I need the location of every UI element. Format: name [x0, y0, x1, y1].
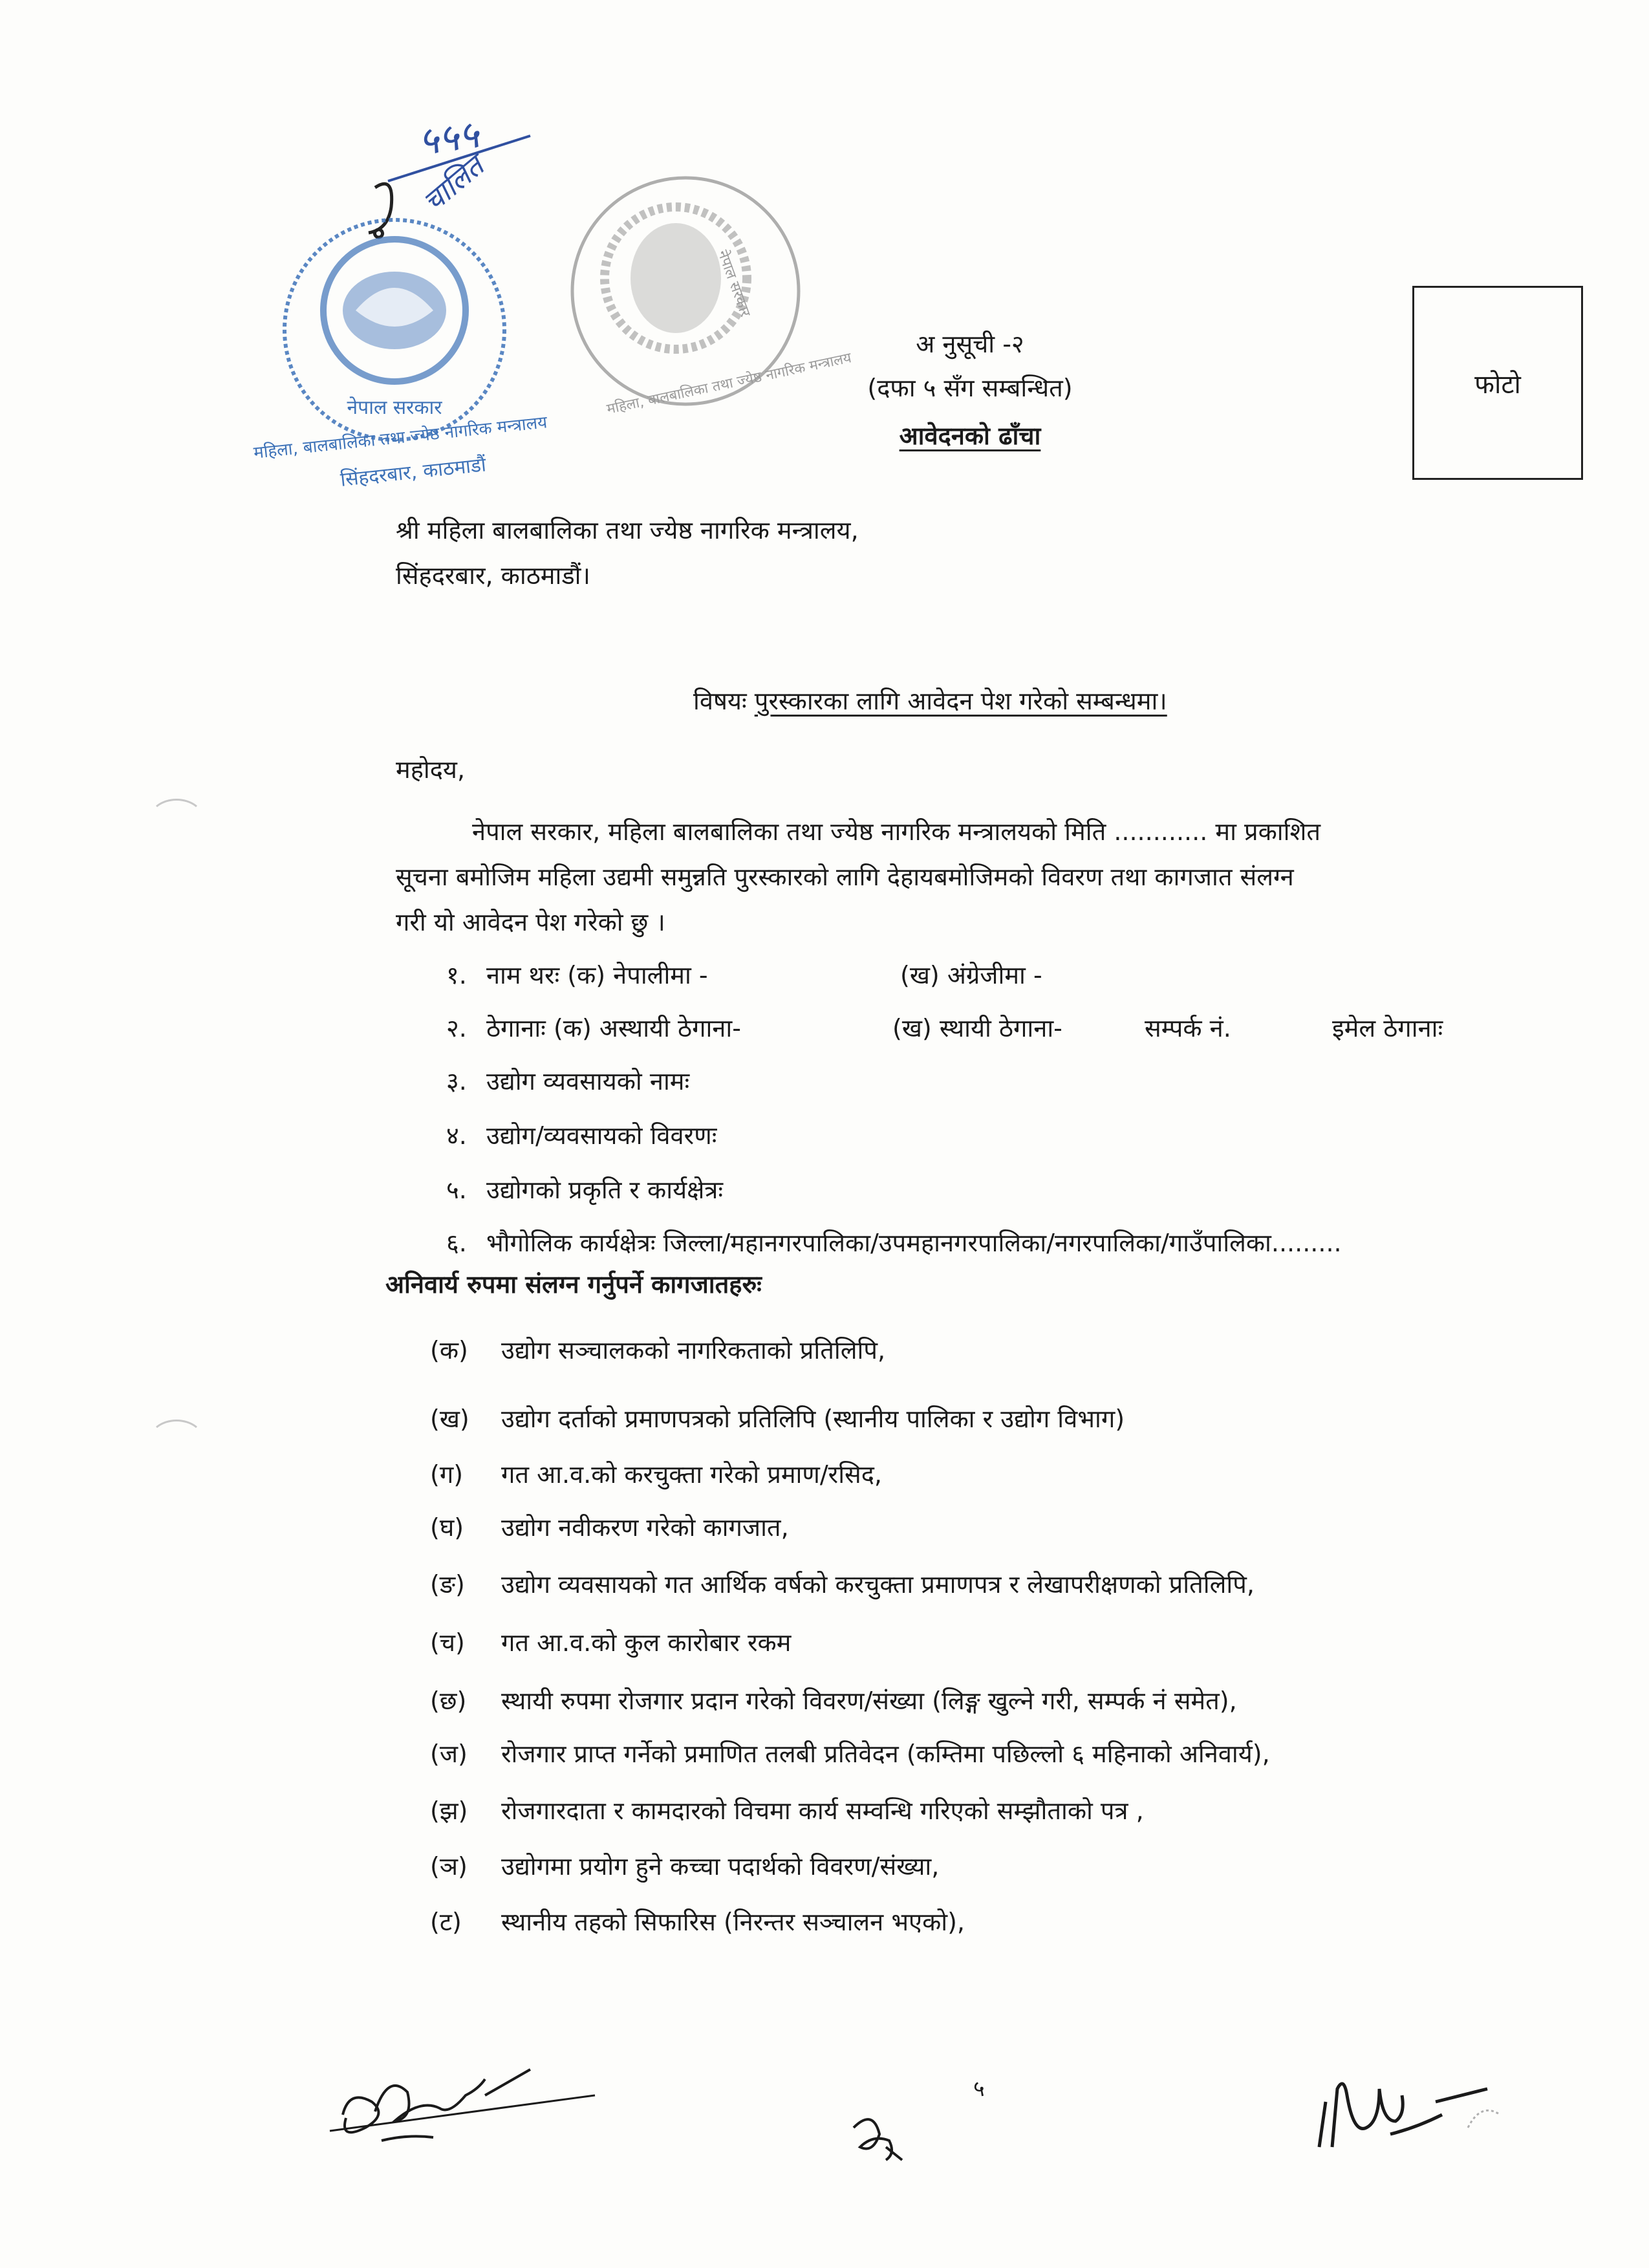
document-key: (ज)	[430, 1740, 468, 1768]
subject-prefix: विषयः	[693, 687, 747, 715]
field-industry-nature: उद्योगको प्रकृति र कार्यक्षेत्रः	[486, 1176, 724, 1204]
addressee-line1: श्री महिला बालबालिका तथा ज्येष्ठ नागरिक मन्त्रालय,	[396, 516, 859, 545]
field-number: ३.	[446, 1067, 467, 1096]
field-number: ६.	[446, 1229, 467, 1257]
document-key: (च)	[430, 1628, 465, 1657]
document-text: गत आ.व.को कुल कारोबार रकम	[501, 1628, 792, 1657]
document-key: (ट)	[430, 1908, 462, 1936]
document-item	[430, 1740, 1270, 1769]
document-text: उद्योग दर्ताको प्रमाणपत्रको प्रतिलिपि (स्थानीय पालिका र उद्योग विभाग)	[501, 1405, 1125, 1433]
document-text: रोजगारदाता र कामदारको विचमा कार्य सम्वन्धि गरिएको सम्झौताको पत्र ,	[501, 1797, 1144, 1825]
documents-heading: अनिवार्य रुपमा संलग्न गर्नुपर्ने कागजातहरुः	[385, 1270, 762, 1299]
document-key: (ङ)	[430, 1570, 465, 1599]
photo-box	[1412, 286, 1583, 480]
field-5	[446, 1176, 723, 1205]
signature-middle	[841, 2102, 918, 2173]
salutation: महोदय,	[396, 755, 466, 784]
field-number: ५.	[446, 1176, 467, 1204]
document-item	[430, 1908, 965, 1938]
document-text: रोजगार प्राप्त गर्नेको प्रमाणित तलबी प्रतिवेदन (कम्तिमा पछिल्लो ६ महिनाको अनिवार्य),	[501, 1740, 1270, 1768]
document-key: (ख)	[430, 1405, 469, 1433]
body-line2: सूचना बमोजिम महिला उद्यमी समुन्नति पुरस्कारको लागि देहायबमोजिमको विवरण तथा कागजात संलग्न	[396, 863, 1294, 891]
seal-1-line2: महिला, बालबालिका तथा ज्येष्ठ नागरिक मन्त्रालय	[252, 413, 548, 463]
ministry-seal-blue	[252, 111, 556, 504]
schedule-label: अ नुसूची -२	[916, 330, 1024, 358]
document-key: (घ)	[430, 1513, 464, 1542]
signature-left	[323, 2057, 595, 2160]
seal-1-line1: नेपाल सरकार	[347, 396, 442, 419]
scan-mark	[149, 799, 204, 841]
document-text: उद्योगमा प्रयोग हुने कच्चा पदार्थको विवरण/संख्या,	[501, 1852, 940, 1881]
signature-right	[1306, 2063, 1526, 2173]
document-item	[430, 1570, 1255, 1600]
document-key: (छ)	[430, 1687, 467, 1715]
document-text: उद्योग व्यवसायको गत आर्थिक वर्षको करचुक्ता प्रमाणपत्र र लेखापरीक्षणको प्रतिलिपि,	[501, 1570, 1255, 1599]
document-item	[430, 1513, 789, 1543]
document-item	[430, 1687, 1237, 1716]
document-item	[430, 1628, 791, 1658]
seal-1-line3: सिंहदरबार, काठमाडौं	[339, 453, 488, 491]
document-text: उद्योग नवीकरण गरेको कागजात,	[501, 1513, 789, 1542]
field-name-english: (ख) अंग्रेजीमा -	[900, 961, 1042, 989]
document-key: (ग)	[430, 1460, 464, 1489]
field-4	[446, 1121, 717, 1151]
field-temporary-address: ठेगानाः (क) अस्थायी ठेगाना-	[486, 1014, 741, 1042]
related-clause: (दफा ५ सँग सम्बन्धित)	[867, 374, 1073, 402]
body-line1: नेपाल सरकार, महिला बालबालिका तथा ज्येष्ठ नागरिक मन्त्रालयको मिति ............ मा प्रकाशित	[472, 817, 1320, 846]
field-contact-number: सम्पर्क नं.	[1145, 1014, 1231, 1042]
document-key: (झ)	[430, 1797, 468, 1825]
document-key: (ञ)	[430, 1852, 468, 1881]
addressee-line2: सिंहदरबार, काठमाडौं।	[396, 561, 590, 590]
field-number: २.	[446, 1014, 467, 1042]
document-item	[430, 1336, 885, 1366]
scan-mark	[149, 1420, 204, 1462]
field-name-nepali: नाम थरः (क) नेपालीमा -	[486, 961, 708, 989]
field-business-name: उद्योग व्यवसायको नामः	[486, 1067, 690, 1096]
handwritten-number: ५५५	[415, 111, 482, 165]
form-title: आवेदनको ढाँचा	[899, 422, 1041, 450]
field-3	[446, 1067, 689, 1097]
field-2	[446, 1014, 741, 1044]
body-line3: गरी यो आवेदन पेश गरेको छु ।	[396, 908, 665, 936]
document-item	[430, 1852, 939, 1882]
document-text: उद्योग सञ्चालकको नागरिकताको प्रतिलिपि,	[501, 1336, 886, 1365]
document-item	[430, 1405, 1125, 1434]
field-business-details: उद्योग/व्यवसायको विवरणः	[486, 1121, 717, 1150]
photo-label: फोटो	[1474, 370, 1521, 400]
field-permanent-address: (ख) स्थायी ठेगाना-	[892, 1014, 1062, 1042]
seal-2-line2: महिला, बालबालिका तथा ज्येष्ठ नागरिक मन्त्रालय	[605, 350, 853, 418]
field-email: इमेल ठेगानाः	[1332, 1014, 1443, 1042]
field-geographic-area: भौगोलिक कार्यक्षेत्रः जिल्ला/महानगरपालिका/उपमहानगरपालिका/नगरपालिका/गाउँपालिका.........	[486, 1229, 1342, 1257]
subject-line	[693, 687, 1167, 717]
field-6	[446, 1229, 1342, 1258]
field-number: ४.	[446, 1121, 467, 1150]
document-item	[430, 1797, 1144, 1826]
document-item	[430, 1460, 882, 1490]
handwritten-mark: चालित	[416, 149, 491, 219]
document-text: स्थानीय तहको सिफारिस (निरन्तर सञ्चालन भएको),	[501, 1908, 965, 1936]
document-key: (क)	[430, 1336, 468, 1365]
document-text: स्थायी रुपमा रोजगार प्रदान गरेको विवरण/संख्या (लिङ्ग खुल्ने गरी, सम्पर्क नं समेत),	[501, 1687, 1237, 1715]
seal-2-line1: नेपाल सरकार	[714, 248, 753, 319]
document-text: गत आ.व.को करचुक्ता गरेको प्रमाण/रसिद,	[501, 1460, 883, 1489]
subject-text: पुरस्कारका लागि आवेदन पेश गरेको सम्बन्धमा।	[754, 687, 1167, 715]
page-number: ५	[973, 2076, 985, 2102]
field-number: १.	[446, 961, 467, 989]
field-1	[446, 961, 708, 991]
